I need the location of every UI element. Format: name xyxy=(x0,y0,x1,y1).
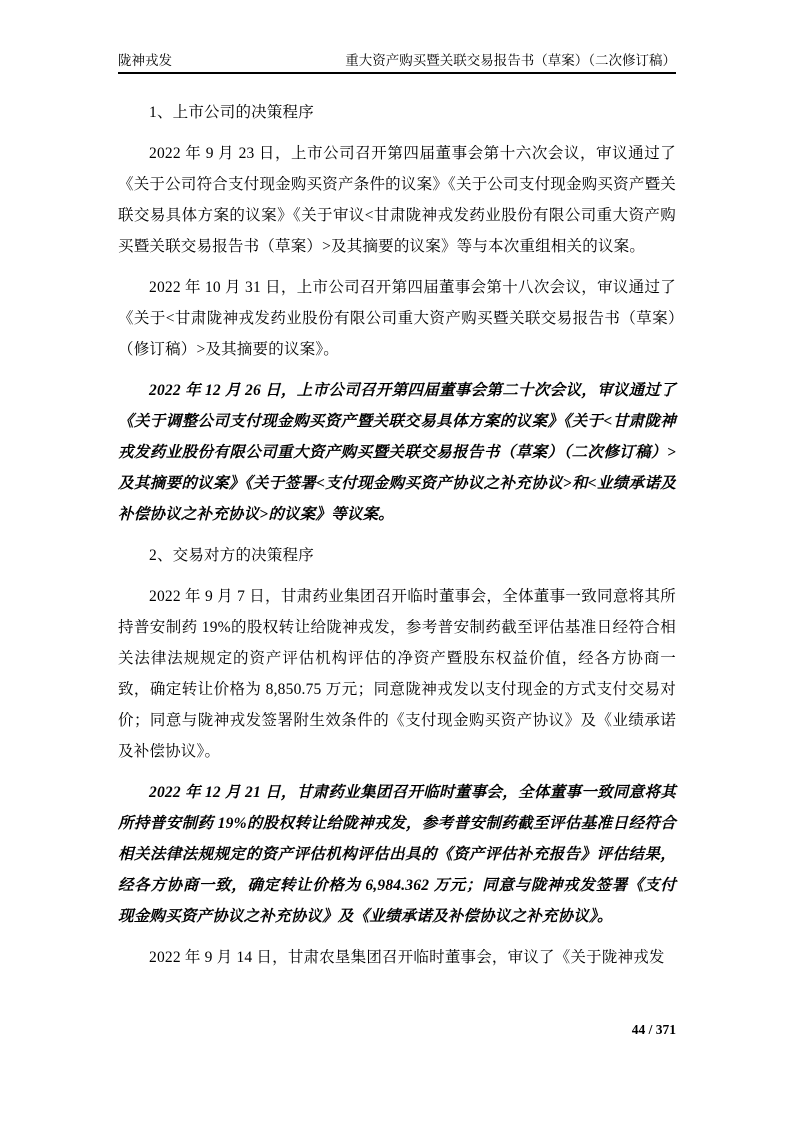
paragraph-nongken-group-board: 2022 年 9 月 14 日，甘肃农垦集团召开临时董事会，审议了《关于陇神戎发 xyxy=(149,949,665,966)
header-company-short-name: 陇神戎发 xyxy=(118,53,172,68)
paragraph-board-18th-meeting: 2022 年 10 月 31 日，上市公司召开第四届董事会第十八次会议，审议通过了《关于<甘肃陇神戎发药业股份有限公司重大资产购买暨关联交易报告书（草案）（修订稿）>及其摘要的议案》。 xyxy=(118,279,676,358)
section-heading-counterparty-procedure: 2、交易对方的决策程序 xyxy=(149,547,314,564)
paragraph-board-20th-meeting-emphasis: 2022 年 12 月 26 日，上市公司召开第四届董事会第二十次会议，审议通过了《关于调整公司支付现金购买资产暨关联交易具体方案的议案》《关于<甘肃陇神戎发药业股份有限公司重大资产购买暨关联交易报告书（草案）（二次修订稿）>及其摘要的议案》《关于签署<支付现金购买资产协议之补充协议>和<业绩承诺及补偿协议之补充协议>的议案》等议案。 xyxy=(118,382,676,523)
paragraph-pharma-group-board-december-emphasis: 2022 年 12 月 21 日，甘肃药业集团召开临时董事会，全体董事一致同意将其所持普安制药 19%的股权转让给陇神戎发，参考普安制药截至评估基准日经符合相关法律法规规定的资产评估机构评估出具的《资产评估补充报告》评估结果，经各方协商一致，确定转让价格为 6,984.362 万元；同意与陇神戎发签署《支付现金购买资产协议之补充协议》及《业绩承诺及补偿协议之补充协议》。 xyxy=(118,784,676,925)
section-heading-listed-company-procedure: 1、上市公司的决策程序 xyxy=(149,104,314,121)
paragraph-board-16th-meeting: 2022 年 9 月 23 日，上市公司召开第四届董事会第十六次会议，审议通过了《关于公司符合支付现金购买资产条件的议案》《关于公司支付现金购买资产暨关联交易具体方案的议案》《关于审议<甘肃陇神戎发药业股份有限公司重大资产购买暨关联交易报告书（草案）>及其摘要的议案》等与本次重组相关的议案。 xyxy=(118,145,676,255)
paragraph-pharma-group-board: 2022 年 9 月 7 日，甘肃药业集团召开临时董事会，全体董事一致同意将其所持普安制药 19%的股权转让给陇神戎发，参考普安制药截至评估基准日经符合相关法律法规规定的资产评估机构评估的净资产暨股东权益价值，经各方协商一致，确定转让价格为 8,850.75 万元；同意陇神戎发以支付现金的方式支付交易对价；同意与陇神戎发签署附生效条件的《支付现金购买资产协议》及《业绩承诺及补偿协议》。 xyxy=(118,588,676,760)
header-report-title: 重大资产购买暨关联交易报告书（草案）（二次修订稿） xyxy=(345,53,676,68)
page-header xyxy=(118,0,676,74)
page-footer xyxy=(632,1022,676,1038)
page-number: 44 / 371 xyxy=(631,1022,676,1037)
document-body xyxy=(118,97,676,973)
